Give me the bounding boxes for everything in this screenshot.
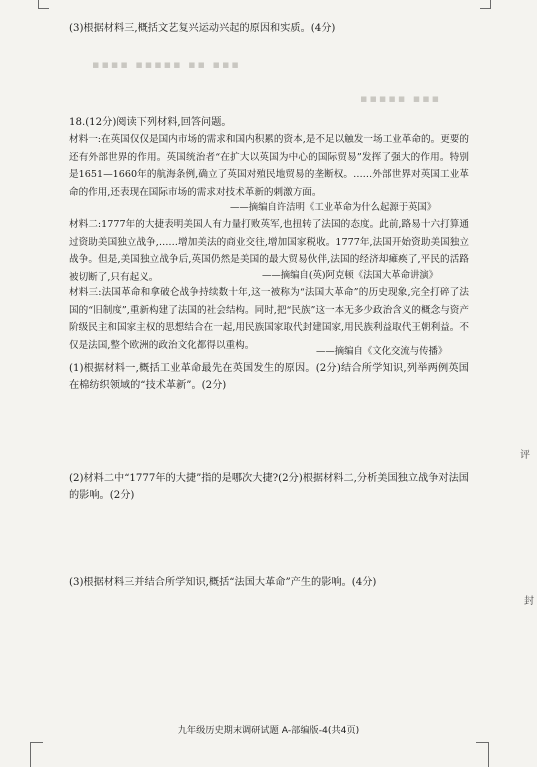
- crop-mark-top-right: [480, 0, 491, 9]
- material-3-source: ——摘编自《文化交流与传播》: [316, 346, 448, 357]
- q18-part1: (1)根据材料一,概括工业革命最先在英国发生的原因。(2分)结合所学知识,列举两例英国在棉纺织领域的“技术革新”。(2分): [69, 363, 469, 391]
- q18-part3: (3)根据材料三并结合所学知识,概括“法国大革命”产生的影响。(4分): [69, 577, 377, 588]
- binding-edge-mark: 封: [524, 596, 534, 607]
- material-1: 材料一:在英国仅仅是国内市场的需求和国内积累的资本,是不足以触发一场工业革命的。更要的还有外部世界的作用。英国统治者“在扩大以英国为中心的国际贸易”发挥了强大的作用。特别是1651—1660年的航海条例,确立了英国对殖民地贸易的垄断权。……外部世界对英国工业革命的作用,还表现在国际市场的需求对技术革新的刺激方面。: [69, 134, 469, 198]
- material-2: 材料二:1777年的大捷表明美国人有力量打败英军,也扭转了法国的态度。此前,路易十六打算通过资助美国独立战争,……增加美法的商业交往,增加国家税收。1777年,法国开始资助美国独立战争。但是,美国独立战争后,英国仍然是美国的最大贸易伙伴,法国的经济却瘫痪了,平民的活路被切断了,只有起义。: [69, 219, 469, 283]
- bleed-through-text: ▪▪▪▪ ▪▪▪▪▪ ▪▪ ▪▪▪: [92, 58, 241, 71]
- q17-part3: (3)根据材料三,概括文艺复兴运动兴起的原因和实质。(4分): [69, 23, 336, 34]
- q18-part2: (2)材料二中“1777年的大捷”指的是哪次大捷?(2分)根据材料二,分析美国独立战争对法国的影响。(2分): [69, 473, 469, 501]
- material-2-source: ——摘编自(英)阿克顿《法国大革命讲演》: [262, 270, 439, 281]
- material-3: 材料三:法国革命和拿破仑战争持续数十年,这一被称为“法国大革命”的历史现象,完全打碎了法国的“旧制度”,重新构建了法国的社会结构。同时,把“民族”这一本无多少政治含义的概念与资产阶级民主和国家主权的思想结合在一起,用民族国家取代封建国家,用民族利益取代王朝利益。不仅是法国,整个欧洲的政治文化都得以重构。: [69, 287, 469, 351]
- bleed-through-text: ▪▪▪▪▪ ▪▪▪: [360, 92, 442, 105]
- q18-intro: 18.(12分)阅读下列材料,回答问题。: [69, 117, 232, 128]
- binding-edge-mark: 评: [520, 450, 530, 461]
- crop-mark-bottom-right: [476, 742, 489, 767]
- page-footer: 九年级历史期末调研试题 A-部编版-4(共4页): [177, 725, 360, 736]
- material-1-source: ——摘编自许洁明《工业革命为什么起源于英国》: [230, 202, 437, 213]
- crop-mark-top-left: [38, 0, 49, 9]
- crop-mark-bottom-left: [30, 742, 43, 767]
